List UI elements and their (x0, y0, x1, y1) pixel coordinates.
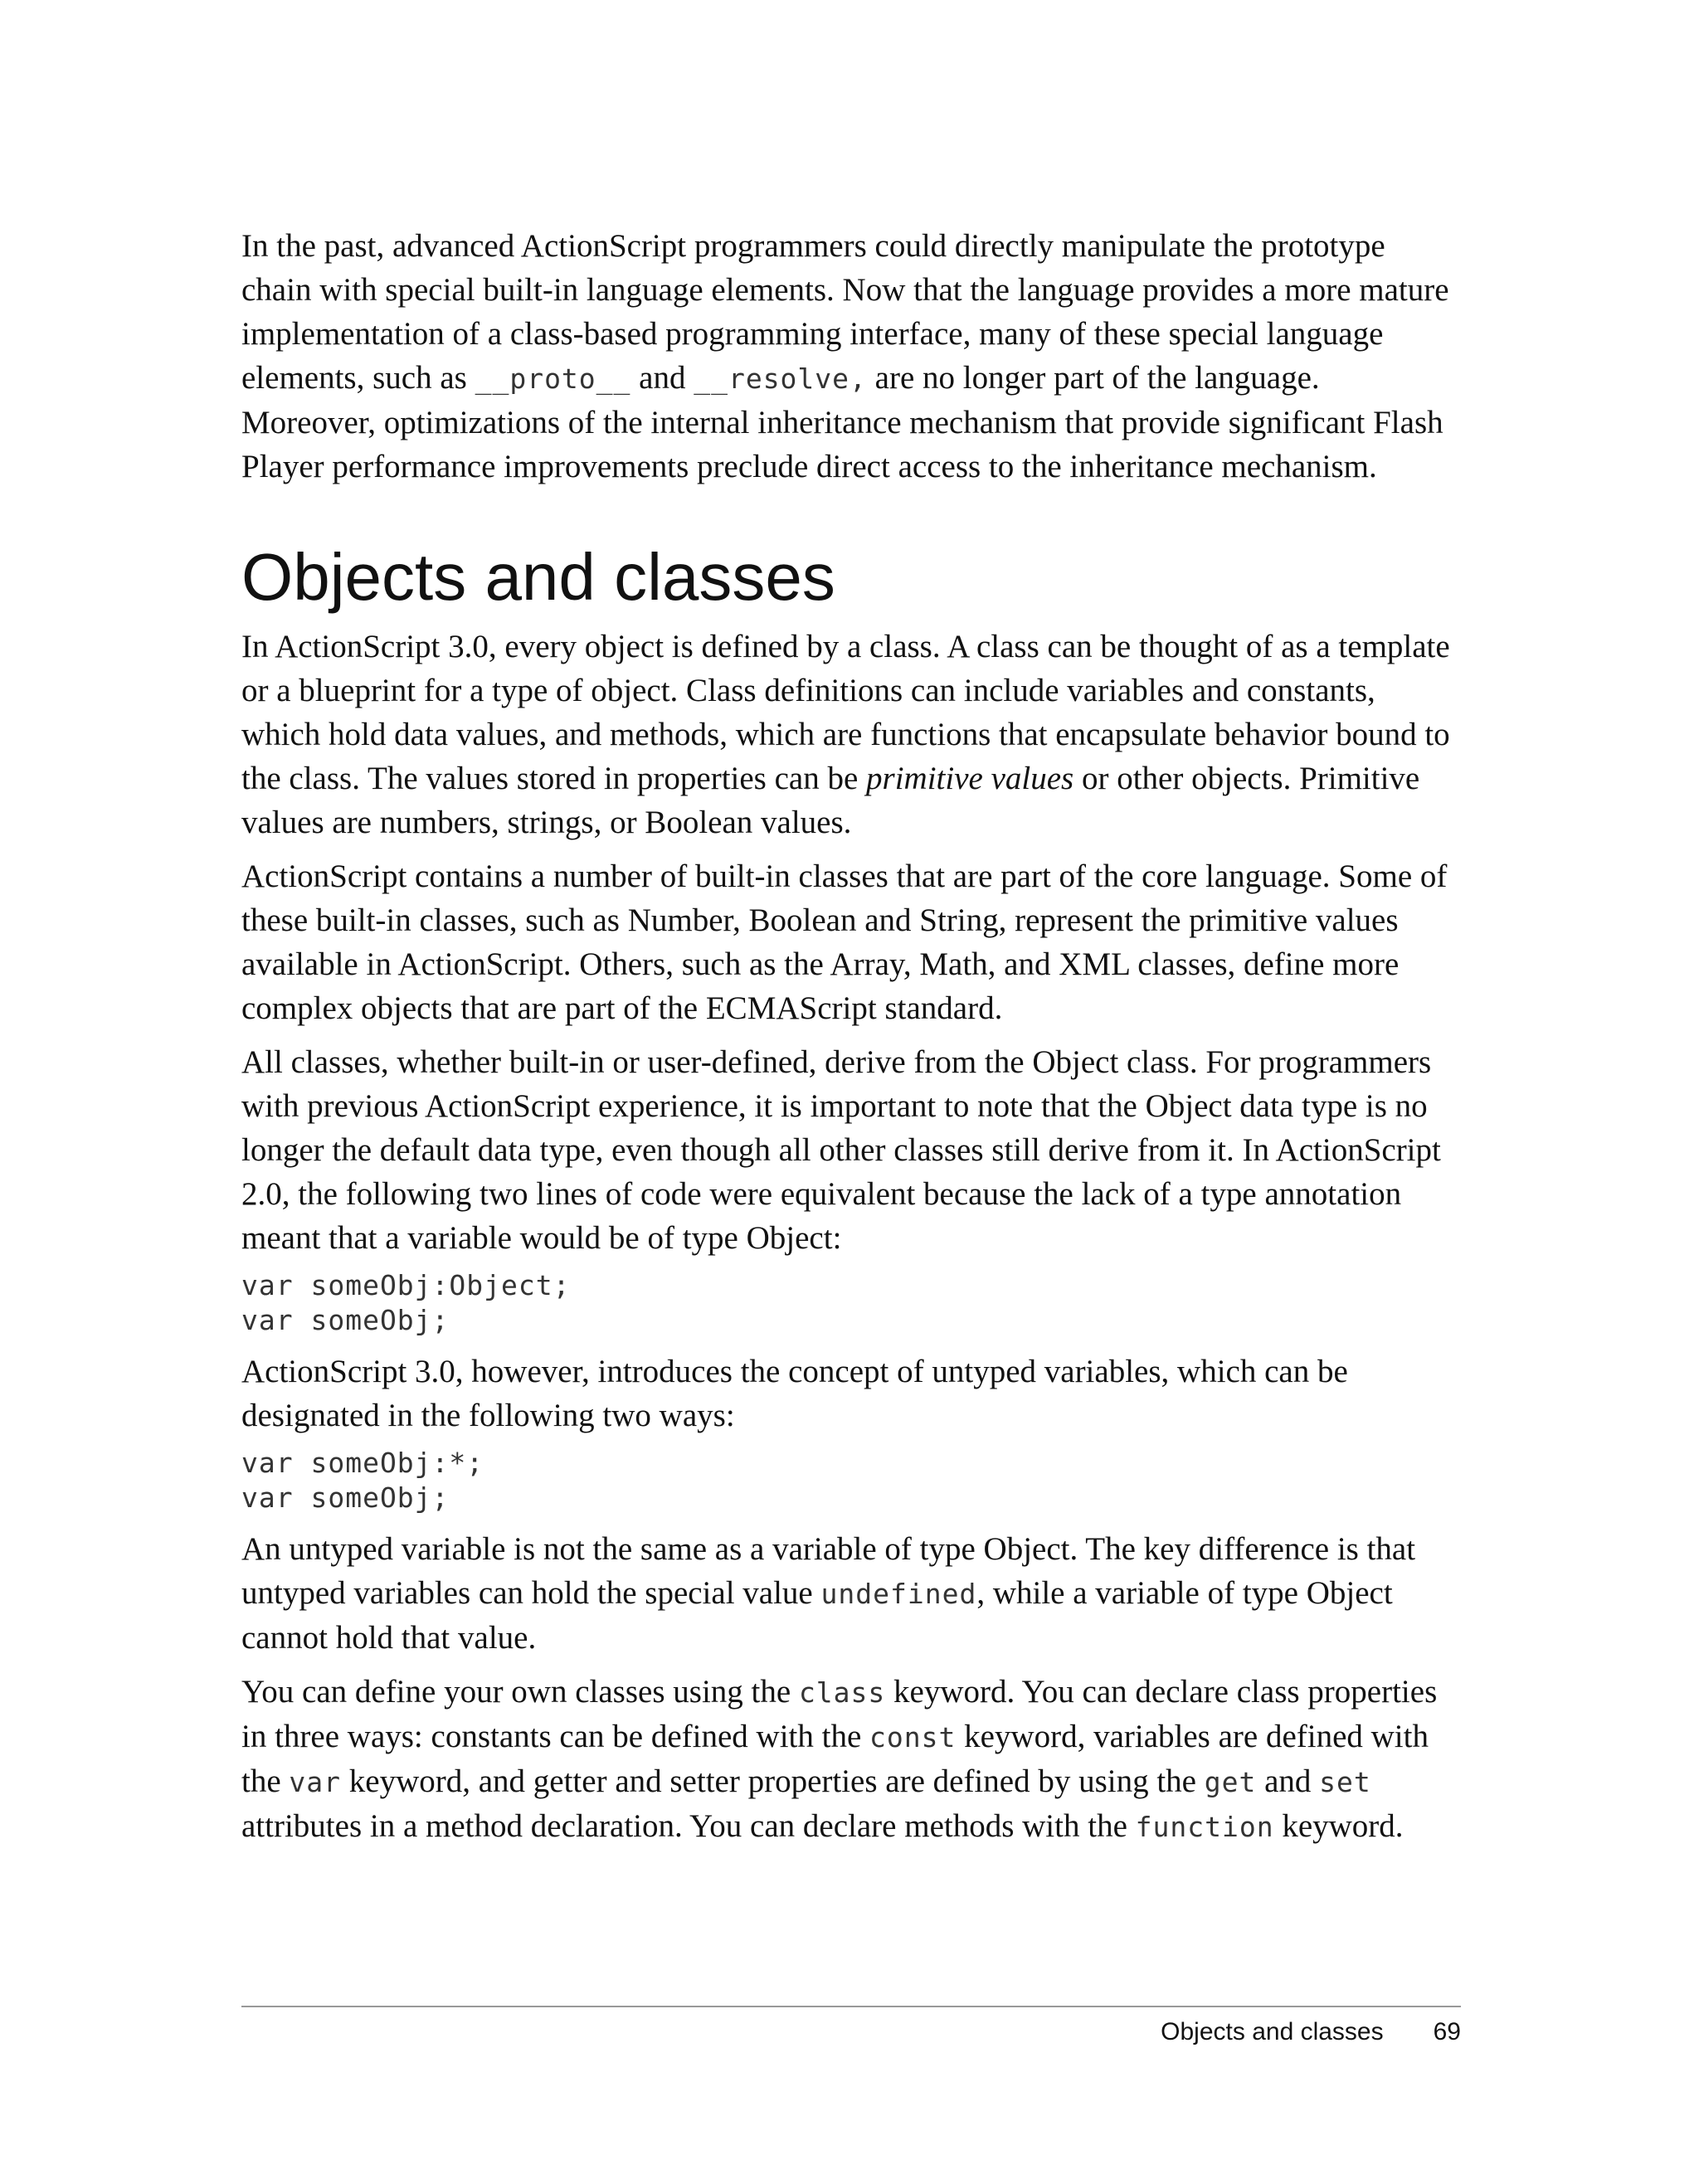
paragraph-builtin-classes: ActionScript contains a number of built-in classes that are part of the core language. Some of these built-in classes, such as Number, Boolean and String, represent the primitive values available in ActionScript. Others, such as the Array, Math, and XML classes, define more complex objects that are part of the ECMAScript standard. (241, 859, 1448, 1026)
paragraph-object-class: All classes, whether built-in or user-defined, derive from the Object class. For programmers with previous ActionScript experience, it is important to note that the Object data type is no longer the default data type, even though all other classes still derive from it. In ActionScript 2.0, the following two lines of code were equivalent because the lack of a type annotation meant that a variable would be of type Object: (241, 1044, 1441, 1256)
page-footer (1161, 2016, 1461, 2049)
inline-code-var: var (289, 1766, 342, 1798)
code-line: var someObj; (241, 1481, 450, 1514)
code-line: var someObj:*; (241, 1447, 484, 1479)
paragraph-classes-intro: In ActionScript 3.0, every object is defined by a class. A class can be thought of as a template or a blueprint for a type of object. Class definitions can include variables and constants, which hold data values, and methods, which are functions that encapsulate behavior bound to the class. The values stored in properties can be primitive values or other objects. Primitive values are numbers, strings, or Boolean values. (241, 629, 1450, 840)
paragraph-untyped-difference: An untyped variable is not the same as a variable of type Object. The key difference is that untyped variables can hold the special value undefined, while a variable of type Object cannot hold that value. (241, 1531, 1416, 1656)
inline-code-resolve: __resolve, (694, 362, 867, 395)
code-line: var someObj; (241, 1304, 450, 1336)
footer-divider (241, 2006, 1461, 2007)
code-block-untyped (241, 1446, 1461, 1515)
page-number: 69 (1433, 2018, 1461, 2045)
inline-code-function: function (1135, 1811, 1274, 1843)
inline-code-get: get (1204, 1766, 1257, 1798)
inline-code-set: set (1319, 1766, 1371, 1798)
paragraph-define-classes: You can define your own classes using the class keyword. You can declare class properties in three ways: constants can be defined with the const keyword, variables are defined with the var keyword, and getter and setter properties are defined by using the get and set attributes in a method declaration. You can declare methods with the function keyword. (241, 1674, 1438, 1844)
intro-paragraph: In the past, advanced ActionScript programmers could directly manipulate the prototype chain with special built-in language elements. Now that the language provides a more mature implementation of a class-based programming interface, many of these special language elements, such as __proto__ and __resolve, are no longer part of the language. Moreover, optimizations of the internal inheritance mechanism that provide significant Flash Player performance improvements preclude direct access to the inheritance mechanism. (241, 228, 1449, 484)
inline-code-proto: __proto__ (475, 362, 631, 395)
inline-code-undefined: undefined (820, 1578, 977, 1610)
inline-code-class: class (798, 1676, 886, 1709)
code-line: var someObj:Object; (241, 1269, 571, 1301)
inline-code-const: const (869, 1721, 957, 1754)
paragraph-untyped-intro: ActionScript 3.0, however, introduces the concept of untyped variables, which can be designated in the following two ways: (241, 1354, 1348, 1433)
code-block-typed (241, 1268, 1461, 1338)
emphasis-primitive-values: primitive values (866, 761, 1074, 796)
footer-section-title: Objects and classes (1161, 2018, 1384, 2045)
page-body (241, 224, 1461, 1849)
section-heading: Objects and classes (241, 540, 835, 614)
